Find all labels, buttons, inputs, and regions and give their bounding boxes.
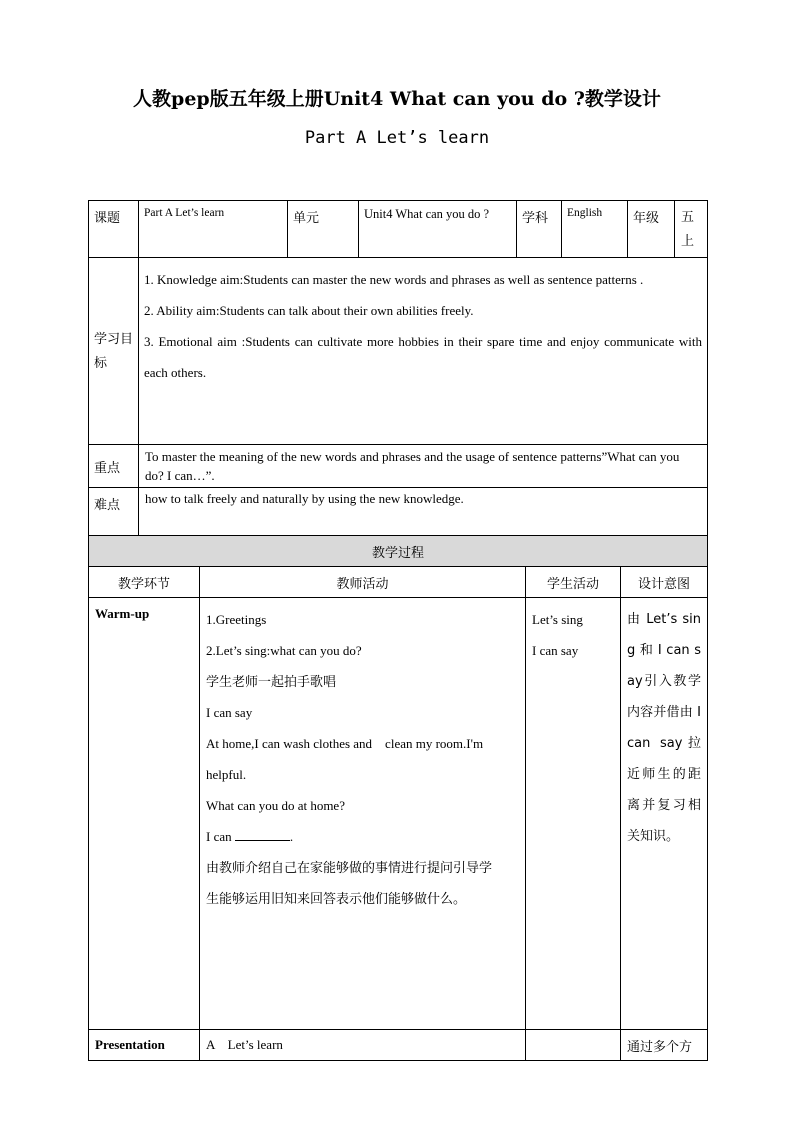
fill-in-prompt: I can [206,829,232,844]
teacher-line-blank [206,821,519,852]
teacher-line: 生能够运用旧知来回答表示他们能够做什么。 [206,891,467,906]
teacher-line: 1.Greetings [206,612,267,627]
aim-emotional: 3. Emotional aim :Students can cultivate more hobbies in their spare time and enjoy communicate with each others. [144,334,702,380]
column-teacher-activity: 教师活动 [200,567,526,598]
topic-value: Part A Let’s learn [139,201,288,258]
fill-in-blank [235,828,290,841]
warmup-teacher-activity [200,598,526,1030]
teacher-line: At home,I can wash clothes and clean my room.I'm [206,736,484,751]
subject-label: 学科 [517,201,562,258]
student-line: I can say [532,643,579,658]
aim-knowledge: 1. Knowledge aim:Students can master the new words and phrases as well as sentence patterns . [144,272,644,287]
teacher-line: helpful. [206,767,247,782]
key-point-label: 重点 [89,445,139,488]
aims-label: 学习目标 [89,258,139,445]
teacher-line: I can say [206,705,253,720]
aim-ability: 2. Ability aim:Students can talk about their own abilities freely. [144,303,474,318]
unit-label: 单元 [288,201,359,258]
topic-label: 课题 [89,201,139,258]
learning-aims [139,258,708,445]
column-design-purpose: 设计意图 [621,567,708,598]
warmup-design-purpose: 由 Let’s sing 和 I can say引入教学内容并借由 I can say拉近师生的距离并复习相关知识。 [621,598,708,1030]
presentation-design-purpose: 通过多个方 [621,1030,708,1061]
grade-label: 年级 [628,201,675,258]
grade-value: 五上 [675,201,708,258]
fill-in-suffix: . [289,829,294,844]
student-line: Let’s sing [532,612,583,627]
unit-value: Unit4 What can you do ? [359,201,517,258]
column-student-activity: 学生活动 [526,567,621,598]
document-title: 人教pep版五年级上册Unit4 What can you do ?教学设计 [133,88,661,110]
lesson-info-table [88,200,708,540]
process-header: 教学过程 [89,536,708,567]
teacher-line: 由教师介绍自己在家能够做的事情进行提问引导学 [206,860,493,875]
document-subtitle: Part A Let’s learn [304,128,490,148]
presentation-teacher-activity: A Let’s learn [200,1030,526,1061]
teacher-line: 2.Let’s sing:what can you do? [206,643,362,658]
column-stage: 教学环节 [89,567,200,598]
warmup-student-activity [526,598,621,1030]
subject-value: English [562,201,628,258]
teacher-line: 学生老师一起拍手歌唱 [206,674,337,689]
difficult-point-value: how to talk freely and naturally by using the new knowledge. [139,488,708,540]
warmup-stage: Warm-up [89,598,200,1030]
key-point-value: To master the meaning of the new words and phrases and the usage of sentence patterns”What can you do? I can…”. [139,445,708,488]
difficult-point-label: 难点 [89,488,139,540]
presentation-stage: Presentation [89,1030,200,1061]
teaching-process-table [88,535,708,1061]
teacher-line: What can you do at home? [206,798,345,813]
presentation-student-activity [526,1030,621,1061]
